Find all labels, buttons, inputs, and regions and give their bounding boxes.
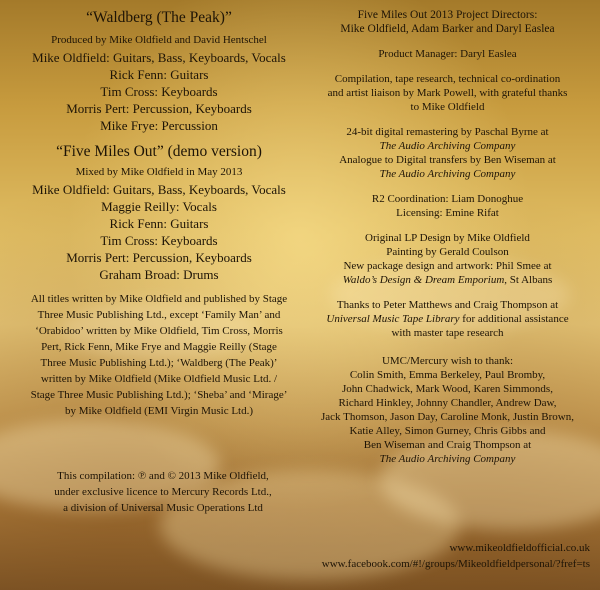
company-location: , St Albans <box>504 274 553 286</box>
publishing-line: Three Music Publishing Ltd., except ‘Family Man’ and <box>37 309 281 321</box>
package-design: New package design and artwork: Phil Smee at <box>343 260 552 272</box>
project-directors <box>305 8 590 36</box>
thanks-suffix: for additional assistance <box>459 313 569 325</box>
directors-title: Five Miles Out 2013 Project Directors: <box>357 9 538 21</box>
lp-design: Original LP Design by Mike Oldfield <box>365 232 530 244</box>
website-url[interactable]: www.mikeoldfieldofficial.co.uk <box>449 542 590 554</box>
umc-names-line: Jack Thomson, Jason Day, Caroline Monk, Justin Brown, <box>321 411 574 423</box>
umc-title: UMC/Mercury wish to thank: <box>381 355 514 367</box>
umc-names-line: Richard Hinkley, Johnny Chandler, Andrew Daw, <box>338 397 557 409</box>
compilation-research-block <box>305 72 590 114</box>
licensing: Licensing: Emine Rifat <box>396 207 499 219</box>
produced-by: Produced by Mike Oldfield and David Hentschel <box>51 34 267 46</box>
umc-names-line: Katie Alley, Simon Gurney, Chris Gibbs and <box>349 425 546 437</box>
compilation-line: and artist liaison by Mark Powell, with grateful thanks <box>327 87 568 99</box>
publishing-line: written by Mike Oldfield (Mike Oldfield Music Ltd. / <box>40 373 278 385</box>
credit-line: Maggie Reilly: Vocals <box>101 199 217 214</box>
left-column <box>18 8 300 419</box>
publishing-line: ‘Orabidoo’ written by Mike Oldfield, Tim Cross, Morris <box>35 325 283 337</box>
credit-line: Rick Fenn: Guitars <box>109 67 209 82</box>
product-manager-block <box>305 47 590 61</box>
credit-line: Graham Broad: Drums <box>99 267 219 282</box>
company-name: Waldo’s Design & Dream Emporium <box>342 274 505 286</box>
package-design-company-line <box>305 273 590 287</box>
thanks-line: with master tape research <box>391 327 504 339</box>
company-name: The Audio Archiving Company <box>379 168 516 180</box>
credit-line: Morris Pert: Percussion, Keyboards <box>66 250 252 265</box>
copyright-line: a division of Universal Music Operations Ltd <box>63 502 263 514</box>
publishing-line: Stage Three Music Publishing Ltd.); ‘Sheba’ and ‘Mirage’ <box>30 389 288 401</box>
company-name: The Audio Archiving Company <box>379 140 516 152</box>
library-name: Universal Music Tape Library <box>326 313 460 325</box>
copyright-line: This compilation: ℗ and © 2013 Mike Oldfield, <box>57 470 269 482</box>
umc-names-line: Colin Smith, Emma Berkeley, Paul Bromby, <box>349 369 546 381</box>
thanks-line: Thanks to Peter Matthews and Craig Thompson at <box>336 299 559 311</box>
publishing-notice <box>18 291 300 419</box>
directors-names: Mike Oldfield, Adam Barker and Daryl Easlea <box>340 23 555 35</box>
publishing-line: by Mike Oldfield (EMI Virgin Music Ltd.) <box>64 405 254 417</box>
credit-line: Tim Cross: Keyboards <box>100 233 218 248</box>
design-block <box>305 231 590 287</box>
umc-thanks-block <box>305 354 590 466</box>
remaster-line: 24-bit digital remastering by Paschal Byrne at <box>346 126 549 138</box>
transfer-line: Analogue to Digital transfers by Ben Wiseman at <box>339 154 556 166</box>
publishing-line: Pert, Rick Fenn, Mike Frye and Maggie Reilly (Stage <box>41 341 277 353</box>
copyright-line: under exclusive licence to Mercury Records Ltd., <box>54 486 272 498</box>
publishing-line: Three Music Publishing Ltd.); ‘Waldberg (The Peak)’ <box>40 357 278 369</box>
coordination-block <box>305 192 590 220</box>
compilation-line: Compilation, tape research, technical co-ordination <box>334 73 561 85</box>
right-column <box>305 8 590 477</box>
umc-names-line: Ben Wiseman and Craig Thompson at <box>363 439 532 451</box>
credit-line: Tim Cross: Keyboards <box>100 84 218 99</box>
mixed-by: Mixed by Mike Oldfield in May 2013 <box>75 166 243 178</box>
thanks-library-line <box>305 312 590 326</box>
credit-line: Mike Oldfield: Guitars, Bass, Keyboards, Vocals <box>32 50 286 65</box>
track-title-five-miles-out: “Five Miles Out” (demo version) <box>56 143 262 160</box>
thanks-block <box>305 298 590 340</box>
publishing-line: All titles written by Mike Oldfield and published by Stage <box>30 293 288 305</box>
track-title-waldberg: “Waldberg (The Peak)” <box>86 9 232 26</box>
remastering-block <box>305 125 590 181</box>
umc-names-line: John Chadwick, Mark Wood, Karen Simmonds, <box>342 383 553 395</box>
painting-credit: Painting by Gerald Coulson <box>386 246 509 258</box>
credit-line: Rick Fenn: Guitars <box>109 216 209 231</box>
credit-line: Mike Oldfield: Guitars, Bass, Keyboards, Vocals <box>32 182 286 197</box>
compilation-line: to Mike Oldfield <box>410 101 485 113</box>
waldberg-credits <box>18 49 300 134</box>
credit-line: Mike Frye: Percussion <box>100 118 218 133</box>
product-manager: Product Manager: Daryl Easlea <box>378 48 517 60</box>
r2-coordination: R2 Coordination: Liam Donoghue <box>371 193 524 205</box>
company-name: The Audio Archiving Company <box>379 453 516 465</box>
compilation-copyright <box>18 468 308 516</box>
five-miles-out-credits <box>18 181 300 283</box>
facebook-url[interactable]: www.facebook.com/#!/groups/Mikeoldfieldpersonal/?fref=ts <box>321 558 590 570</box>
credit-line: Morris Pert: Percussion, Keyboards <box>66 101 252 116</box>
